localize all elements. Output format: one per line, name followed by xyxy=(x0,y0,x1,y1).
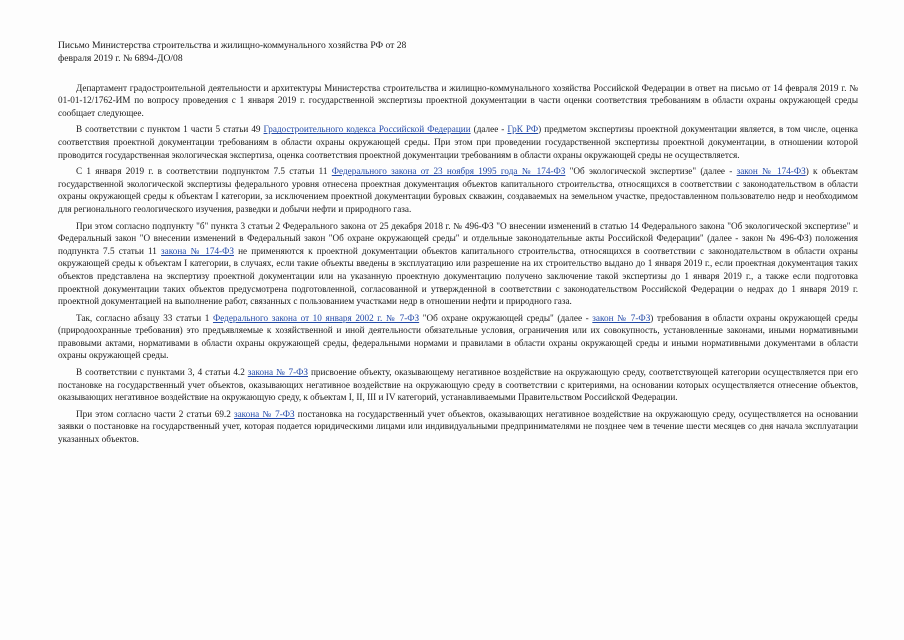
paragraph xyxy=(58,312,858,362)
paragraph-text: В соответствии с пунктами 3, 4 статьи 4.2 xyxy=(76,367,248,378)
paragraph-text: ) предметом экспертизы проектной документации является, в том числе, оценка соответствия проектной документации требованиям в области охраны окружающей среды. При этом при проведении государственной экспертизы проектной документации, в отношении которой проводится государственная экологическая экспертиза, оценка соответствия проектной документации требованиям в области охраны окружающей среды не осуществляется. xyxy=(58,124,858,160)
paragraph-text: постановка на государственный учет объектов, оказывающих негативное воздействие на окружающую среду, осуществляется на основании заявки о постановке на государственный учет, которая подается юридическими лицами или индивидуальными предпринимателями не позднее чем в течение шести месяцев со дня начала эксплуатации указанных объектов. xyxy=(58,408,858,445)
paragraph-text: "Об экологической экспертизе" (далее - xyxy=(565,166,737,177)
paragraph xyxy=(58,408,858,446)
paragraph-text: (далее - xyxy=(470,124,508,135)
law-reference-link[interactable]: ГрК РФ xyxy=(507,124,539,135)
paragraph xyxy=(58,165,858,215)
law-reference-link[interactable]: закона № 174-ФЗ xyxy=(161,245,234,256)
paragraph xyxy=(58,220,858,308)
document-body xyxy=(58,40,858,450)
paragraph-text: "Об охране окружающей среды" (далее - xyxy=(419,312,593,323)
paragraph-text: ) к объектам государственной экологической экспертизы федерального уровня отнесена проектная документация объектов капитального строительства, относящихся в соответствии с законодательством в области охраны окружающей среды к объектам I категории, за исключением проектной документации буровых скважин, создаваемых на земельном участке, предоставленном пользователю недр и необходимом для регионального геологического изучения, разведки и добычи нефти и природного газа. xyxy=(58,166,858,214)
paragraph-text: При этом согласно части 2 статьи 69.2 xyxy=(76,408,234,419)
document-paragraphs xyxy=(58,82,858,446)
law-reference-link[interactable]: Федерального закона от 10 января 2002 г. № 7-ФЗ xyxy=(212,312,420,323)
law-reference-link[interactable]: закона № 7-ФЗ xyxy=(247,367,308,378)
document-title: Письмо Министерства строительства и жилищно-коммунального хозяйства РФ от 28 февраля 2019 г. № 6894-ДО/08 xyxy=(58,40,407,64)
law-reference-link[interactable]: закон № 7-ФЗ xyxy=(592,312,651,323)
paragraph-text: ) требования в области охраны окружающей среды (природоохранные требования) это предъявляемые к хозяйственной и иной деятельности обязательные условия, ограничения или их совокупность, установленные законами, иными нормативными правовыми актами, нормативами в области охраны окружающей среды, федеральными нормами и правилами в области охраны окружающей среды и иными нормативными документами в области охраны окружающей среды. xyxy=(58,312,858,361)
paragraph xyxy=(58,123,858,161)
paragraph-text: не применяются к проектной документации объектов капитального строительства, относящихся в соответствии с законодательством в области охраны окружающей среды к объектам I категории, в случаях, если такие объекты введены в эксплуатацию или разрешение на их строительство выдано до 1 января 2019 г., если проектная документация таких объектов представлена на экспертизу проектной документации или на указанную проектную документацию получено заключение такой экспертизы до 1 января 2019 г., а также если подготовка проектной документации таких объектов предусмотрена подготовленной, согласованной и утвержденной в соответствии с законодательством Российской Федерации о недрах до 1 января 2019 г. проектной документацией на выполнение работ, связанных с пользованием участками недр в отношении нефти и природного газа. xyxy=(58,245,858,307)
paragraph xyxy=(58,366,858,404)
law-reference-link[interactable]: Федерального закона от 23 ноября 1995 года № 174-ФЗ xyxy=(331,166,566,177)
paragraph-text: При этом согласно подпункту "б" пункта 3 статьи 2 Федерального закона от 25 декабря 2018 г. № 496-ФЗ "О внесении изменений в статью 14 Федерального закона "Об экологической экспертизе" и Федеральный закон "О внесении изменений в Федеральный закон "Об охране окружающей среды" и отдельные законодательные акты Российской Федерации" (далее - закон № 496-ФЗ) положения подпункта 7.5 статьи 11 xyxy=(58,220,858,256)
paragraph-text: Так, согласно абзацу 33 статьи 1 xyxy=(76,312,213,323)
law-reference-link[interactable]: Градостроительного кодекса Российской Федерации xyxy=(263,124,471,135)
paragraph-text: присвоение объекту, оказывающему негативное воздействие на окружающую среду, соответствующей категории осуществляется при его постановке на государственный учет объектов, оказывающих негативное воздействие на окружающую среду в соответствии с критериями, на основании которых осуществляется отнесение объектов, оказывающих негативное воздействие на окружающую среду, к объектам I, II, III и IV категорий, устанавливаемыми Правительством Российской Федерации. xyxy=(58,367,858,403)
law-reference-link[interactable]: закон № 174-ФЗ xyxy=(736,166,806,177)
law-reference-link[interactable]: закона № 7-ФЗ xyxy=(233,408,295,419)
paragraph xyxy=(58,82,858,120)
paragraph-text: Департамент градостроительной деятельности и архитектуры Министерства строительства и жилищно-коммунального хозяйства Российской Федерации в ответ на письмо от 14 февраля 2019 г. № 01-01-12/1762-ИМ по вопросу проведения с 1 января 2019 г. государственной экспертизы проектной документации в части оценки соответствия требованиям в области охраны окружающей среды сообщает следующее. xyxy=(58,82,858,118)
paragraph-text: В соответствии с пунктом 1 части 5 статьи 49 xyxy=(76,124,264,135)
paragraph-text: С 1 января 2019 г. в соответствии подпунктом 7.5 статьи 11 xyxy=(76,166,332,177)
